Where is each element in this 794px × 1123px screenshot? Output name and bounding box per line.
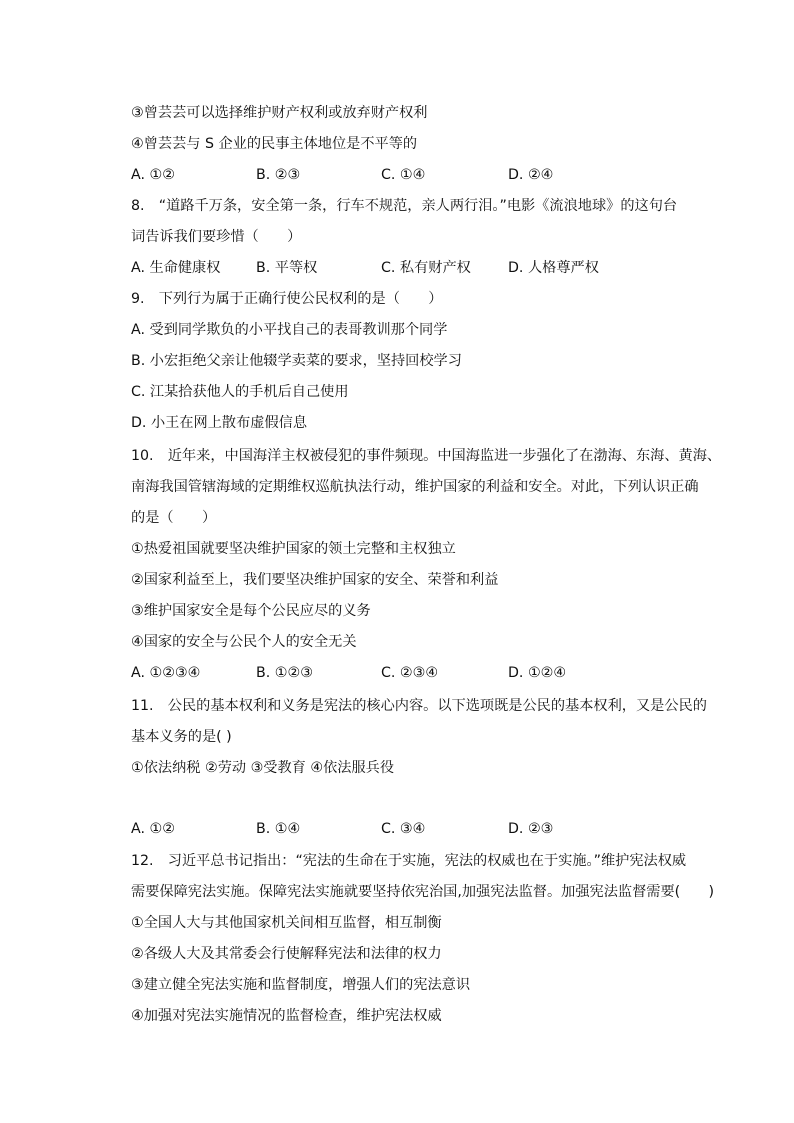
q7-option-c: C. ①④ xyxy=(381,167,426,183)
q12-statement-3: ③建立健全宪法实施和监督制度，增强人们的宪法意识 xyxy=(131,977,471,993)
q12-statement-1: ①全国人大与其他国家机关间相互监督，相互制衡 xyxy=(131,915,442,931)
q8-option-c: C. 私有财产权 xyxy=(381,260,471,276)
q10-statement-1: ①热爱祖国就要坚决维护国家的领土完整和主权独立 xyxy=(131,541,456,557)
q7-statement-4: ④曾芸芸与 S 企业的民事主体地位是不平等的 xyxy=(131,136,418,152)
q10-option-b: B. ①②③ xyxy=(256,665,313,681)
q10-statement-3: ③维护国家安全是每个公民应尽的义务 xyxy=(131,603,371,619)
q8-option-d: D. 人格尊严权 xyxy=(508,260,599,276)
q9-stem: 9. 下列行为属于正确行使公民权利的是（ ） xyxy=(131,291,443,307)
q10-statement-4: ④国家的安全与公民个人的安全无关 xyxy=(131,634,357,650)
q8-option-a: A. 生命健康权 xyxy=(131,260,221,276)
q11-statements: ①依法纳税 ②劳动 ③受教育 ④依法服兵役 xyxy=(131,760,395,776)
q11-stem-line-1: 11. 公民的基本权利和义务是宪法的核心内容。以下选项既是公民的基本权利，又是公民的 xyxy=(131,698,707,714)
q7-option-d: D. ②④ xyxy=(508,167,554,183)
q11-option-c: C. ③④ xyxy=(381,821,426,837)
q9-option-b: B. 小宏拒绝父亲让他辍学卖菜的要求，坚持回校学习 xyxy=(131,353,462,369)
q12-statement-2: ②各级人大及其常委会行使解释宪法和法律的权力 xyxy=(131,946,442,962)
q11-option-a: A. ①② xyxy=(131,821,175,837)
q8-option-b: B. 平等权 xyxy=(256,260,318,276)
q10-stem-line-1: 10. 近年来，中国海洋主权被侵犯的事件频现。中国海监进一步强化了在渤海、东海、黄海、 xyxy=(131,448,722,464)
q11-option-b: B. ①④ xyxy=(256,821,301,837)
q12-statement-4: ④加强对宪法实施情况的监督检查，维护宪法权威 xyxy=(131,1008,442,1024)
q8-stem-line-1: 8. “道路千万条，安全第一条，行车不规范，亲人两行泪。”电影《流浪地球》的这句台 xyxy=(131,198,678,214)
q10-stem-line-3: 的是（ ） xyxy=(131,510,217,526)
q12-stem-line-1: 12. 习近平总书记指出：“宪法的生命在于实施，宪法的权威也在于实施。”维护宪法权威 xyxy=(131,853,687,869)
q8-stem-line-2: 词告诉我们要珍惜（ ） xyxy=(131,229,302,245)
q7-option-a: A. ①② xyxy=(131,167,175,183)
q9-option-c: C. 江某拾获他人的手机后自己使用 xyxy=(131,384,349,400)
q11-option-d: D. ②③ xyxy=(508,821,554,837)
q10-option-c: C. ②③④ xyxy=(381,665,439,681)
q10-option-d: D. ①②④ xyxy=(508,665,567,681)
q11-stem-line-2: 基本义务的是( ) xyxy=(131,729,232,745)
q12-stem-line-2: 需要保障宪法实施。保障宪法实施就要坚持依宪治国,加强宪法监督。加强宪法监督需要( ) xyxy=(131,884,715,900)
q7-statement-3: ③曾芸芸可以选择维护财产权利或放弃财产权利 xyxy=(131,105,428,121)
q10-stem-line-2: 南海我国管辖海域的定期维权巡航执法行动，维护国家的利益和安全。对此，下列认识正确 xyxy=(131,479,699,495)
q10-statement-2: ②国家利益至上，我们要坚决维护国家的安全、荣誉和利益 xyxy=(131,572,499,588)
q7-option-b: B. ②③ xyxy=(256,167,301,183)
q9-option-a: A. 受到同学欺负的小平找自己的表哥教训那个同学 xyxy=(131,322,448,338)
q10-option-a: A. ①②③④ xyxy=(131,665,201,681)
q9-option-d: D. 小王在网上散布虚假信息 xyxy=(131,415,308,431)
